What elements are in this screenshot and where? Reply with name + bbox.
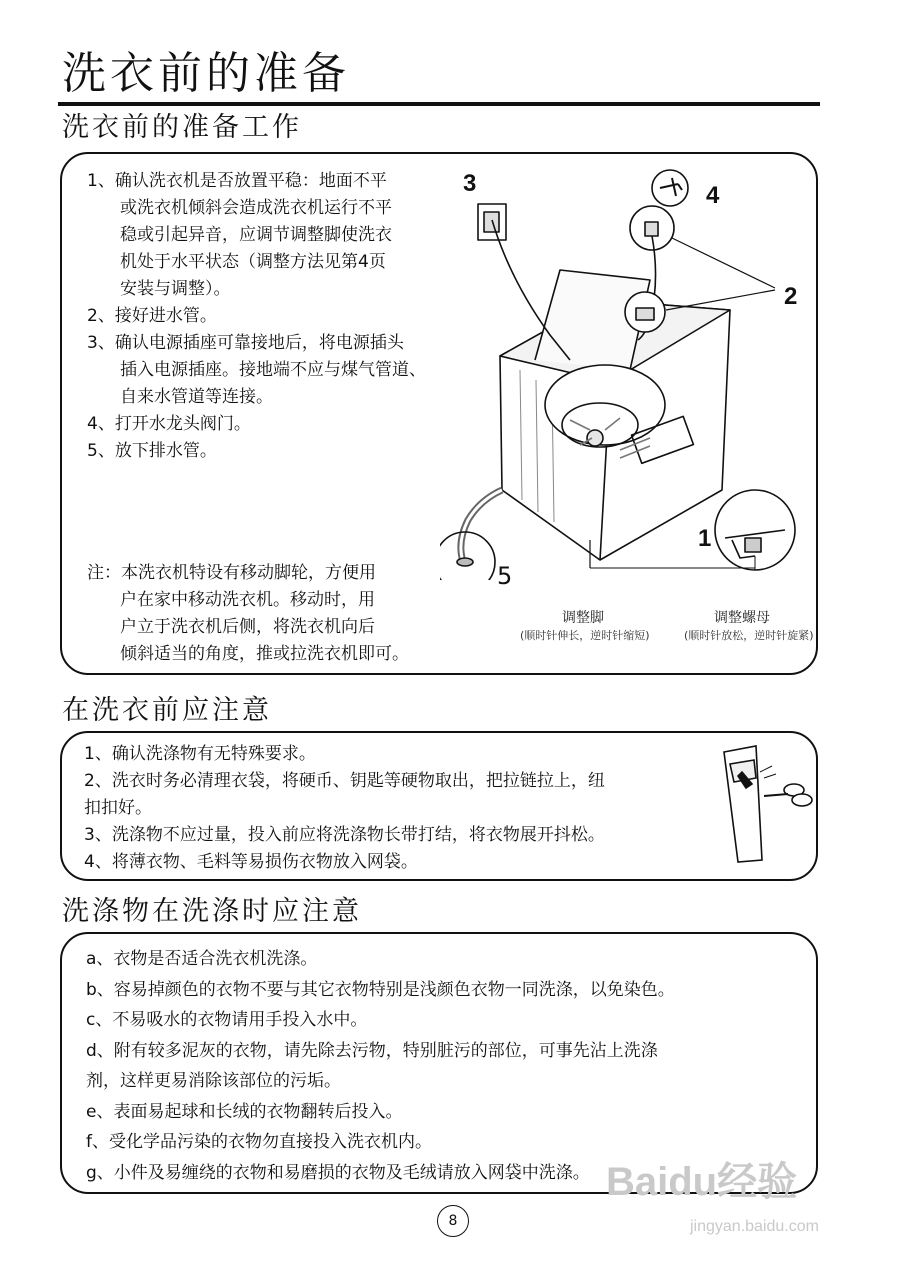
during-wash-line: e、表面易起球和长绒的衣物翻转后投入。 (86, 1101, 403, 1122)
prep-steps (87, 168, 426, 465)
prep-line: 5、放下排水管。 (87, 441, 217, 461)
callout-1: 1 (698, 525, 712, 552)
during-wash-line: a、衣物是否适合洗衣机洗涤。 (86, 949, 318, 969)
during-wash-line: 剂，这样更易消除该部位的污垢。 (86, 1071, 341, 1091)
callout-4: 4 (706, 182, 720, 209)
during-wash-line: f、受化学品污染的衣物勿直接投入洗衣机内。 (86, 1132, 432, 1152)
watermark-url: jingyan.baidu.com (690, 1218, 819, 1235)
note-line: 倾斜适当的角度，推或拉洗衣机即可。 (120, 644, 409, 664)
prep-line: 或洗衣机倾斜会造成洗衣机运行不平 (120, 198, 392, 218)
before-wash-line: 1、确认洗涤物有无特殊要求。 (84, 744, 316, 764)
page-number: 8 (437, 1205, 469, 1237)
section-heading-during-wash: 洗涤物在洗涤时应注意 (62, 896, 362, 927)
callout-5: 5 (497, 562, 513, 590)
washing-machine-illustration (440, 160, 818, 580)
before-wash-line: 4、将薄衣物、毛料等易损伤衣物放入网袋。 (84, 852, 418, 872)
watermark-brand: Baidu经验 (606, 1160, 798, 1204)
callout-3: 3 (463, 170, 477, 197)
page-title: 洗衣前的准备 (62, 48, 350, 99)
adjust-foot-hint: (顺时针伸长，逆时针缩短) (520, 629, 650, 642)
before-wash-list (84, 741, 605, 876)
title-underline (58, 102, 820, 106)
prep-line: 自来水管道等连接。 (120, 387, 273, 407)
during-wash-line: g、小件及易缠绕的衣物和易磨损的衣物及毛绒请放入网袋中洗涤。 (86, 1162, 590, 1183)
adjust-nut-hint: (顺时针放松，逆时针旋紧) (684, 629, 814, 642)
before-wash-line: 2、洗衣时务必清理衣袋，将硬币、钥匙等硬物取出，把拉链拉上，纽 (84, 771, 605, 791)
prep-line: 机处于水平状态（调整方法见第4页 (120, 252, 386, 272)
during-wash-line: d、附有较多泥灰的衣物，请先除去污物，特别脏污的部位，可事先沾上洗涤 (86, 1040, 658, 1061)
machine-drum (545, 365, 665, 445)
tap-circle (652, 170, 688, 206)
before-wash-line: 扣扣好。 (84, 798, 152, 818)
adjust-foot-label: 调整脚 (562, 610, 604, 626)
prep-line: 稳或引起异音，应调节调整脚使洗衣 (120, 225, 392, 245)
prep-line: 插入电源插座。接地端不应与煤气管道、 (120, 360, 426, 380)
drain-hose-circle (440, 532, 495, 580)
during-wash-list (86, 944, 675, 1188)
trousers-pocket-illustration (716, 742, 816, 866)
during-wash-line: c、不易吸水的衣物请用手投入水中。 (86, 1010, 368, 1030)
note-line: 户在家中移动洗衣机。移动时，用 (120, 590, 375, 610)
adjust-nut-label: 调整螺母 (714, 610, 770, 626)
callout-2: 2 (784, 283, 798, 310)
note-line: 户立于洗衣机后侧，将洗衣机向后 (120, 617, 375, 637)
section-heading-prep: 洗衣前的准备工作 (62, 112, 302, 143)
prep-line: 4、打开水龙头阀门。 (87, 414, 251, 434)
section-heading-before-wash: 在洗衣前应注意 (62, 695, 272, 726)
prep-line: 3、确认电源插座可靠接地后，将电源插头 (87, 333, 404, 353)
note-line: 注：本洗衣机特设有移动脚轮，方便用 (87, 563, 376, 583)
during-wash-line: b、容易掉颜色的衣物不要与其它衣物特别是浅颜色衣物一同洗涤，以免染色。 (86, 979, 675, 1000)
watermark (606, 1150, 797, 1207)
before-wash-line: 3、洗涤物不应过量，投入前应将洗涤物长带打结，将衣物展开抖松。 (84, 825, 605, 845)
prep-line: 安装与调整）。 (120, 279, 231, 299)
prep-line: 2、接好进水管。 (87, 306, 217, 326)
prep-note (87, 560, 409, 668)
prep-line: 1、确认洗衣机是否放置平稳：地面不平 (87, 171, 387, 191)
